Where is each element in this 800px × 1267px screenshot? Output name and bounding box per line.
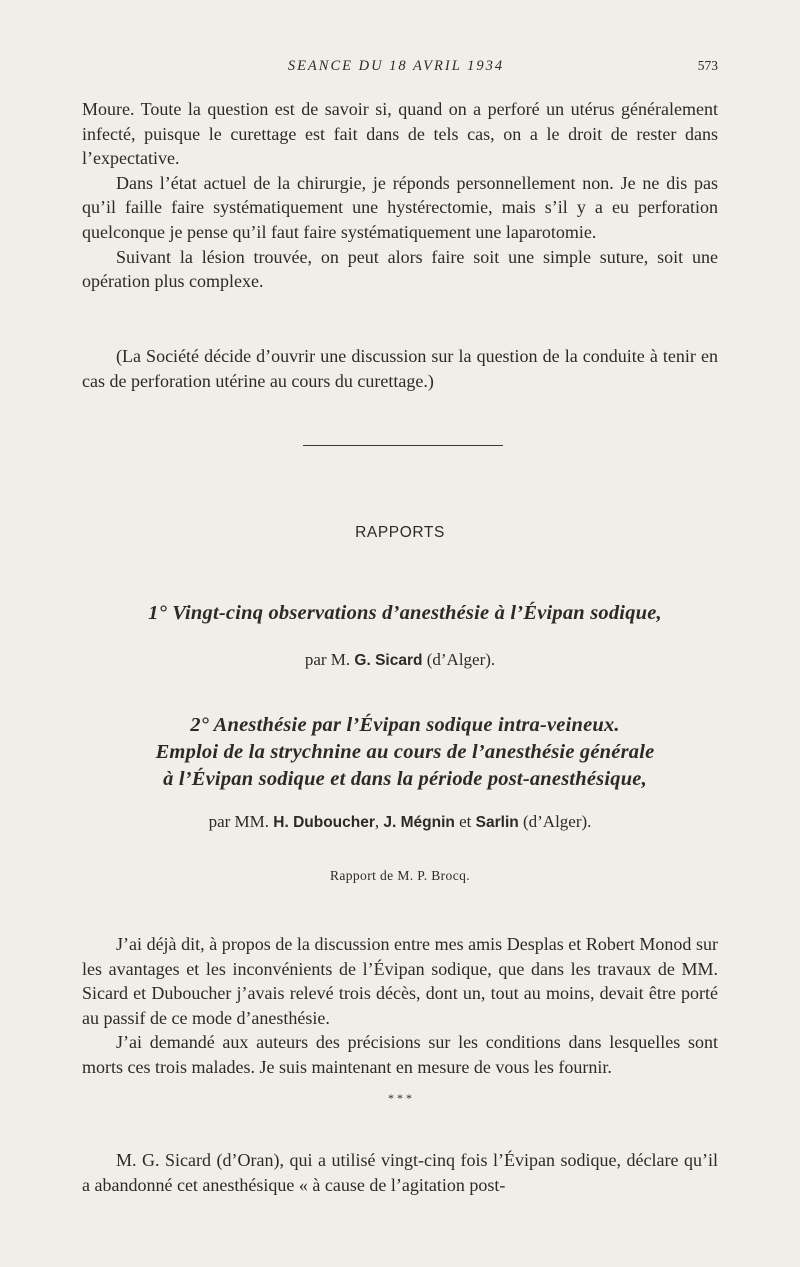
report-title-2: [70, 712, 740, 793]
byline-prefix: par M.: [304, 650, 351, 669]
society-decision-note: [82, 344, 718, 393]
report-title-line: 2° Anesthésie par l’Évipan sodique intra-veineux.: [190, 714, 620, 736]
paragraph: Moure. Toute la question est de savoir si, quand on a perforé un utérus généralement infecté, puisque le curettage est fait dans de tels cas, on a le droit de rester dans l’expectative.: [82, 99, 718, 169]
report-byline-2: par MM. H. Duboucher, J. Mégnin et Sarlin (d’Alger).: [208, 812, 592, 831]
body-text-continuation: [82, 1148, 718, 1197]
report-title-line: Emploi de la strychnine au cours de l’anesthésie générale: [155, 741, 655, 763]
rapporteur-line: Rapport de M. P. Brocq.: [329, 868, 471, 883]
author-name: G. Sicard: [354, 652, 423, 669]
paragraph: M. G. Sicard (d’Oran), qui a utilisé vingt-cinq fois l’Évipan sodique, déclare qu’il a abandonné cet anesthésique « à cause de l’agitation post-: [82, 1150, 718, 1195]
paragraph: Dans l’état actuel de la chirurgie, je réponds personnellement non. Je ne dis pas qu’il faille faire systématiquement une hystérectomie, mais s’il y a eu perforation quelconque je pense qu’il faut faire systématiquement une laparotomie.: [82, 172, 718, 242]
paragraph: J’ai demandé aux auteurs des précisions sur les conditions dans lesquelles sont morts ces trois malades. Je suis maintenant en mesure de vous les fournir.: [82, 1032, 718, 1077]
author-name: Sarlin: [475, 814, 519, 831]
section-divider: [303, 445, 503, 446]
asterism: * * *: [388, 1091, 412, 1105]
byline-prefix: par MM.: [208, 812, 270, 831]
section-heading: RAPPORTS: [355, 524, 445, 541]
paragraph: Suivant la lésion trouvée, on peut alors faire soit une simple suture, soit une opération plus complexe.: [82, 246, 718, 292]
body-text-top: [82, 97, 718, 294]
paragraph: (La Société décide d’ouvrir une discussion sur la question de la conduite à tenir en cas de perforation utérine au cours du curettage.): [82, 346, 718, 391]
author-name: J. Mégnin: [383, 814, 455, 831]
byline-location: (d’Alger).: [426, 650, 496, 669]
body-text-bottom: [82, 932, 718, 1080]
report-byline-1: [0, 650, 800, 670]
running-title: SEANCE DU 18 AVRIL 1934: [287, 58, 505, 74]
paragraph: J’ai déjà dit, à propos de la discussion entre mes amis Desplas et Robert Monod sur les avantages et les inconvénients de l’Évipan sodique, que dans les travaux de MM. Sicard et Duboucher j’avais relevé trois décès, dont un, tout au moins, devait être porté au passif de ce mode d’anesthésie.: [82, 934, 718, 1028]
byline-conjunction: et: [459, 812, 472, 831]
running-header: [82, 58, 718, 82]
report-title-1: 1° Vingt-cinq observations d’anesthésie à l’Évipan sodique,: [148, 602, 662, 624]
page-number: 573: [697, 58, 718, 73]
report-title-line: à l’Évipan sodique et dans la période post-anesthésique,: [163, 768, 647, 790]
author-name: H. Duboucher: [273, 814, 375, 831]
byline-location: (d’Alger).: [522, 812, 592, 831]
